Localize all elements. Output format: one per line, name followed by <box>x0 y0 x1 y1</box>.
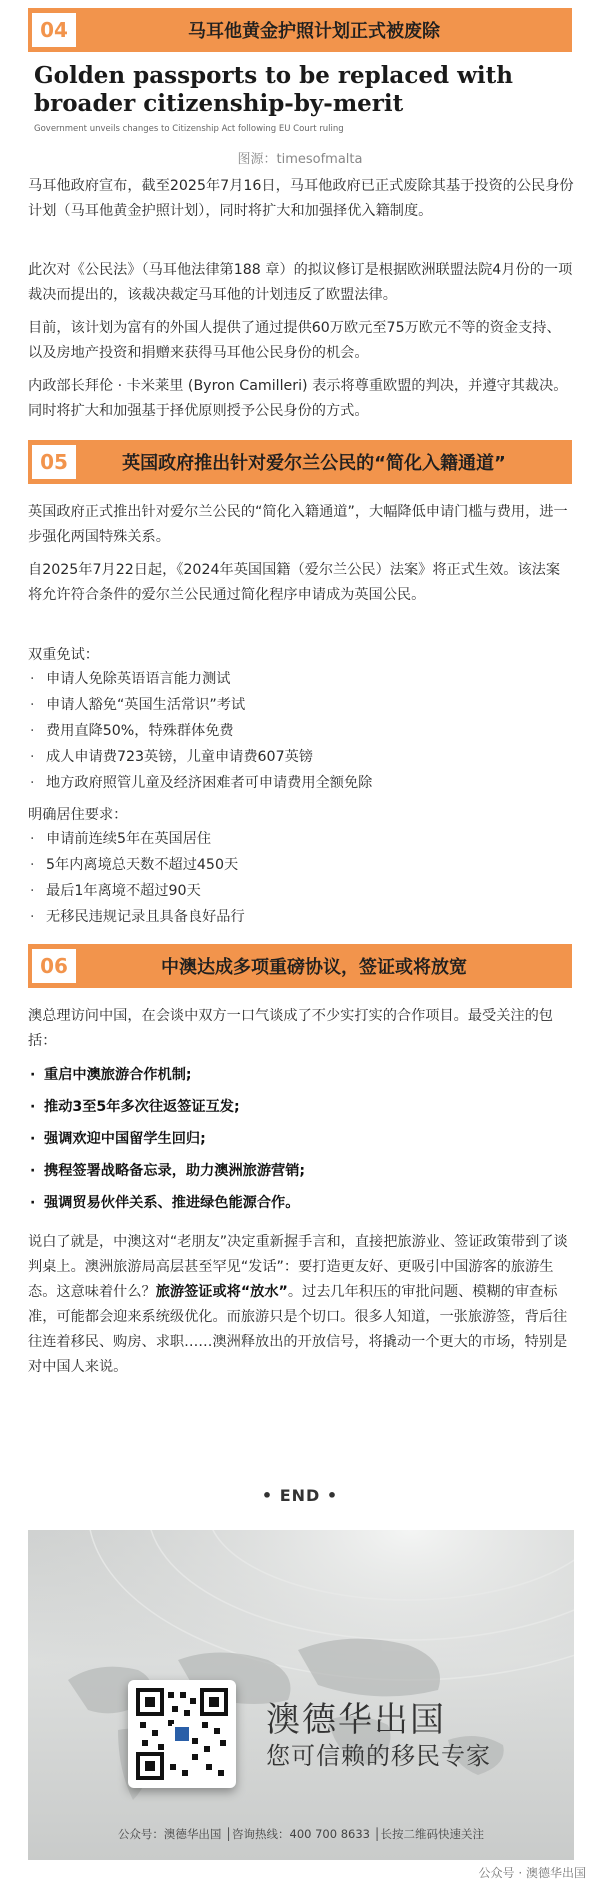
account-watermark: 公众号 · 澳德华出国 <box>478 1866 586 1880</box>
paragraph: 英国政府正式推出针对爱尔兰公民的“简化入籍通道”，大幅降低申请门槛与费用，进一步强化两国特殊关系。 <box>28 504 568 545</box>
list-label: 明确居住要求： <box>28 807 128 823</box>
paragraph: 内政部长拜伦 · 卡米莱里 (Byron Camilleri) 表示将尊重欧盟的判决，并遵守其裁决。同时将扩大和加强基于择优原则授予公民身份的方式。 <box>28 378 568 419</box>
section-number: 04 <box>32 13 76 47</box>
list-item: · 5年内离境总天数不超过450天 <box>30 857 239 873</box>
section-number: 06 <box>32 949 76 983</box>
news-subheadline: Government unveils changes to Citizenship Act following EU Court ruling <box>34 124 344 134</box>
news-screenshot <box>28 58 574 140</box>
end-mark: • END • <box>261 1486 339 1505</box>
bold-list-item: · 强调欢迎中国留学生回归; <box>30 1131 206 1147</box>
list-item: · 申请前连续5年在英国居住 <box>30 831 212 847</box>
paragraph: 马耳他政府宣布，截至2025年7月16日，马耳他政府已正式废除其基于投资的公民身份计划（马耳他黄金护照计划），同时将扩大和加强择优入籍制度。 <box>28 178 574 219</box>
bold-list-item: · 重启中澳旅游合作机制; <box>30 1067 192 1083</box>
news-headline: Golden passports to be replaced with broader citizenship-by-merit <box>34 62 513 117</box>
section-05-header <box>28 440 572 484</box>
qr-code-icon <box>128 1680 236 1788</box>
brand-slogan: 您可信赖的移民专家 <box>266 1742 491 1770</box>
paragraph: 说白了就是，中澳这对“老朋友”决定重新握手言和，直接把旅游业、签证政策带到了谈判桌上。澳洲旅游局高层甚至罕见“发话”：要打造更友好、更吸引中国游客的旅游生态。这意味着什么？旅游签证或将“放水”。过去几年积压的审批问题、模糊的审查标准，可能都会迎来系统级优化。而旅游只是个切口。很多人知道，一张旅游签，背后往往连着移民、购房、求职……澳洲释放出的开放信号，将撬动一个更大的市场，特别是对中国人来说。 <box>28 1234 568 1375</box>
image-credit: 图源：timesofmalta <box>237 152 363 167</box>
paragraph: 自2025年7月22日起，《2024年英国国籍（爱尔兰公民）法案》将正式生效。该法案将允许符合条件的爱尔兰公民通过简化程序申请成为英国公民。 <box>28 562 561 603</box>
bold-list-item: · 强调贸易伙伴关系、推进绿色能源合作。 <box>30 1195 300 1211</box>
paragraph: 澳总理访问中国，在会谈中双方一口气谈成了不少实打实的合作项目。最受关注的包括： <box>28 1008 553 1049</box>
bold-list-item: · 推动3至5年多次往返签证互发; <box>30 1099 240 1115</box>
brand-name: 澳德华出国 <box>266 1700 446 1740</box>
section-number: 05 <box>32 445 76 479</box>
section-title: 英国政府推出针对爱尔兰公民的“简化入籍通道” <box>122 453 506 474</box>
section-04-header <box>28 8 572 52</box>
list-item: · 最后1年离境不超过90天 <box>30 883 201 899</box>
list-item: · 费用直降50%，特殊群体免费 <box>30 723 234 739</box>
paragraph: 目前，该计划为富有的外国人提供了通过提供60万欧元至75万欧元不等的资金支持、以及房地产投资和捐赠来获得马耳他公民身份的机会。 <box>28 320 561 361</box>
section-title: 马耳他黄金护照计划正式被废除 <box>188 21 440 42</box>
paragraph: 此次对《公民法》（马耳他法律第188 章）的拟议修订是根据欧洲联盟法院4月份的一项裁决而提出的，该裁决裁定马耳他的计划违反了欧盟法律。 <box>28 262 573 303</box>
list-item: · 无移民违规记录且具备良好品行 <box>30 909 245 925</box>
list-item: · 地方政府照管儿童及经济困难者可申请费用全额免除 <box>30 775 373 791</box>
bold-list-item: · 携程签署战略备忘录，助力澳洲旅游营销; <box>30 1163 306 1179</box>
list-item: · 申请人豁免“英国生活常识”考试 <box>30 697 246 713</box>
promo-banner <box>28 1530 574 1860</box>
section-title: 中澳达成多项重磅协议，签证或将放宽 <box>161 957 467 978</box>
list-label: 双重免试： <box>28 647 99 663</box>
banner-footer: 公众号：澳德华出国 │咨询热线：400 700 8633 │长按二维码快速关注 <box>117 1827 485 1841</box>
qr-code[interactable] <box>128 1680 236 1788</box>
list-item: · 成人申请费723英镑，儿童申请费607英镑 <box>30 749 313 765</box>
section-06-header <box>28 944 572 988</box>
list-item: · 申请人免除英语语言能力测试 <box>30 671 231 687</box>
